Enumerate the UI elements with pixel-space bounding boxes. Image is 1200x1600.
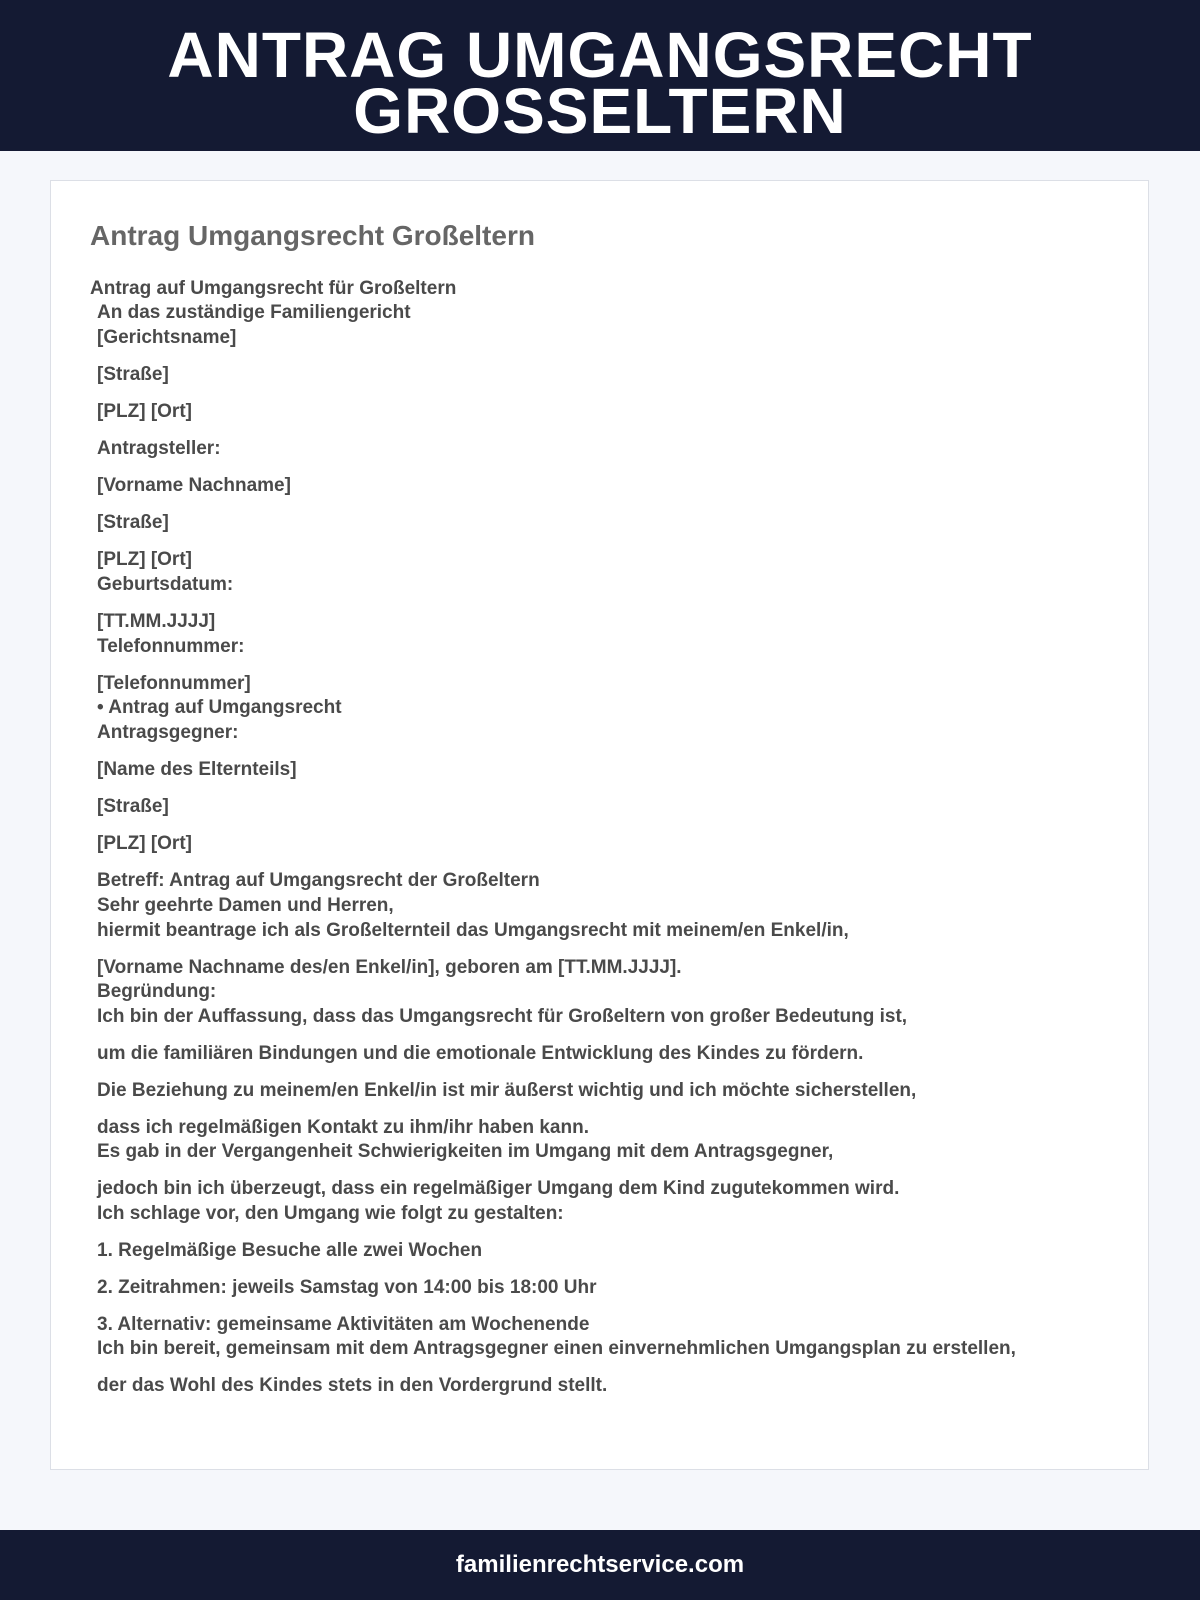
document-body: [51, 181, 1148, 1469]
page-title: [0, 19, 1200, 147]
document-line: [Name des Elternteils]: [97, 759, 297, 780]
document-line: [Straße]: [97, 796, 169, 817]
document-line: 3. Alternativ: gemeinsame Aktivitäten am Wochenende: [97, 1314, 590, 1335]
page-title-line-1: ANTRAG UMGANGSRECHT: [167, 19, 1033, 91]
document-line: Betreff: Antrag auf Umgangsrecht der Großeltern: [97, 870, 540, 891]
page-footer: [0, 1530, 1200, 1600]
document-line: [Vorname Nachname des/en Enkel/in], geboren am [TT.MM.JJJJ].: [97, 957, 682, 978]
document-line: Antragsteller:: [97, 438, 221, 459]
document-line: [Gerichtsname]: [97, 327, 237, 348]
document-line: [PLZ] [Ort]: [97, 549, 192, 570]
document-line: Antrag auf Umgangsrecht für Großeltern: [90, 278, 457, 299]
document-line: Die Beziehung zu meinem/en Enkel/in ist mir äußerst wichtig und ich möchte sicherstellen,: [97, 1080, 917, 1101]
document-line: 1. Regelmäßige Besuche alle zwei Wochen: [97, 1240, 483, 1261]
document-line: Ich bin bereit, gemeinsam mit dem Antragsgegner einen einvernehmlichen Umgangsplan zu erstellen,: [97, 1338, 1016, 1359]
document-line: Antragsgegner:: [97, 722, 239, 743]
document-line: jedoch bin ich überzeugt, dass ein regelmäßiger Umgang dem Kind zugutekommen wird.: [97, 1178, 900, 1199]
document-line: [Vorname Nachname]: [97, 475, 291, 496]
document-line: hiermit beantrage ich als Großelternteil das Umgangsrecht mit meinem/en Enkel/in,: [97, 920, 849, 941]
document-line: Begründung:: [97, 981, 217, 1002]
footer-site-link[interactable]: familienrechtservice.com: [455, 1551, 745, 1578]
document-line: Es gab in der Vergangenheit Schwierigkeiten im Umgang mit dem Antragsgegner,: [97, 1141, 834, 1162]
document-line: • Antrag auf Umgangsrecht: [97, 697, 342, 718]
document-line: [PLZ] [Ort]: [97, 833, 192, 854]
page-header: [0, 0, 1200, 151]
document-line: dass ich regelmäßigen Kontakt zu ihm/ihr haben kann.: [97, 1117, 589, 1138]
document-line: An das zuständige Familiengericht: [97, 302, 411, 323]
document-card: [50, 180, 1149, 1470]
document-line: [PLZ] [Ort]: [97, 401, 192, 422]
page-title-line-2: GROSSELTERN: [353, 75, 847, 147]
document-line: Sehr geehrte Damen und Herren,: [97, 895, 394, 916]
document-line: 2. Zeitrahmen: jeweils Samstag von 14:00 bis 18:00 Uhr: [97, 1277, 597, 1298]
document-line: der das Wohl des Kindes stets in den Vordergrund stellt.: [97, 1375, 608, 1396]
document-heading: Antrag Umgangsrecht Großeltern: [90, 220, 535, 251]
document-line: [Telefonnummer]: [97, 673, 251, 694]
document-line: [TT.MM.JJJJ]: [97, 611, 216, 632]
document-line: um die familiären Bindungen und die emotionale Entwicklung des Kindes zu fördern.: [97, 1043, 864, 1064]
document-line: [Straße]: [97, 512, 169, 533]
document-line: Telefonnummer:: [97, 636, 245, 657]
document-line: [Straße]: [97, 364, 169, 385]
document-line: Geburtsdatum:: [97, 574, 234, 595]
document-line: Ich bin der Auffassung, dass das Umgangsrecht für Großeltern von großer Bedeutung ist,: [97, 1006, 908, 1027]
document-line: Ich schlage vor, den Umgang wie folgt zu gestalten:: [97, 1203, 564, 1224]
